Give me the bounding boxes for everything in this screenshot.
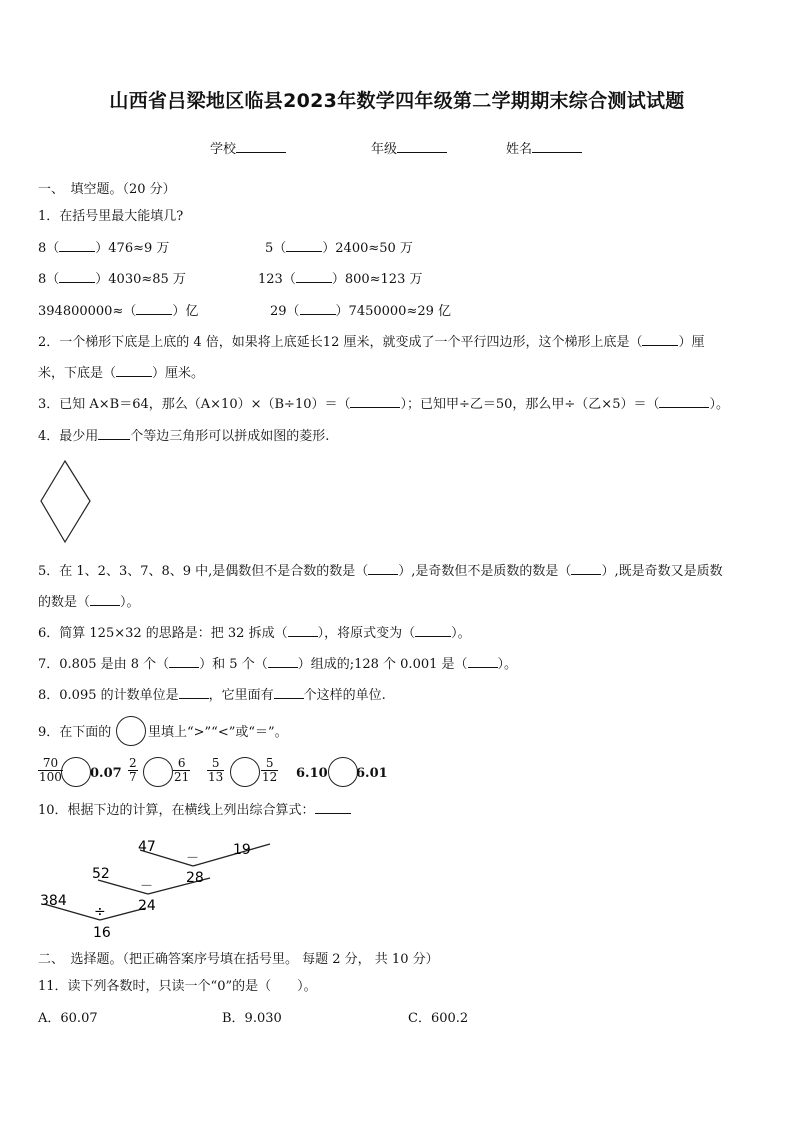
question-6: 6．简算 125×32 的思路是：把 32 拆成（ ），将原式变为（ ）。	[38, 626, 471, 641]
q9-right-fraction	[173, 757, 190, 784]
answer-blank[interactable]	[136, 302, 172, 315]
answer-blank[interactable]	[286, 239, 322, 252]
school-field[interactable]	[210, 140, 286, 159]
name-label: 姓名	[506, 142, 533, 157]
compare-circle[interactable]	[230, 757, 260, 787]
fraction: $\frac{5}{12}$	[262, 756, 278, 784]
answer-blank[interactable]	[169, 655, 199, 668]
grade-label: 年级	[371, 142, 398, 157]
answer-blank[interactable]	[288, 624, 318, 637]
q1-item: 8（ ）4030≈85 万	[38, 272, 186, 287]
answer-blank[interactable]	[659, 395, 709, 408]
q9-pair-2	[128, 757, 138, 784]
school-label: 学校	[210, 142, 237, 157]
q9-value: 0.07	[90, 766, 122, 781]
answer-blank[interactable]	[642, 333, 678, 346]
answer-blank[interactable]	[350, 395, 400, 408]
tree-number: 24	[138, 898, 156, 914]
q9-right-fraction	[261, 757, 278, 784]
section-1-heading: 一、 填空题。（20 分）	[38, 182, 176, 197]
question-5: 5．在 1、2、3、7、8、9 中,是偶数但不是合数的数是（ ）,是奇数但不是质数的数是（ ）,既是奇数又是质数	[38, 564, 723, 579]
name-field[interactable]	[506, 140, 582, 159]
rhombus-figure	[38, 458, 94, 546]
tree-number: 47	[138, 839, 156, 855]
compare-circle[interactable]	[143, 757, 173, 787]
answer-blank[interactable]	[90, 593, 120, 606]
question-10: 10．根据下边的计算，在横线上列出综合算式：	[38, 801, 351, 820]
question-5-cont: 的数是（ ）。	[38, 595, 140, 610]
question-8: 8．0.095 的计数单位是 ，它里面有 个这样的单位.	[38, 688, 386, 703]
option-c[interactable]: C．600.2	[408, 1011, 469, 1026]
question-2: 2．一个梯形下底是上底的 4 倍，如果将上底延长12 厘米，就变成了一个平行四边形，这个梯形上底是（ ）厘	[38, 335, 705, 350]
page-title: 山西省吕梁地区临县2023年数学四年级第二学期期末综合测试试题	[109, 90, 685, 112]
q9-value: 6.10	[296, 766, 328, 781]
q1-item: 5（ ）2400≈50 万	[265, 241, 413, 256]
question-3: 3．已知 A×B＝64，那么（A×10）×（B÷10）＝（ ）；已知甲÷乙＝50，那么甲÷（乙×5）＝（ ）。	[38, 397, 729, 412]
question-2-cont: 米，下底是（ ）厘米。	[38, 366, 205, 381]
compare-circle[interactable]	[61, 757, 91, 787]
calculation-tree-diagram	[38, 830, 278, 942]
q9-pair-1	[38, 757, 63, 784]
tree-number: 384	[40, 893, 67, 909]
q9-value: 6.01	[356, 766, 388, 781]
divide-sign: ÷	[94, 904, 106, 920]
rhombus-shape	[41, 461, 90, 542]
answer-blank[interactable]	[571, 562, 601, 575]
answer-blank[interactable]	[116, 364, 152, 377]
question-9-text: 里填上“>”“<”或“＝”。	[148, 725, 288, 740]
answer-blank[interactable]	[468, 655, 498, 668]
answer-blank[interactable]	[98, 427, 130, 440]
q1-item: 123（ ）800≈123 万	[258, 272, 423, 287]
fraction: $\frac{2}{7}$	[129, 756, 137, 784]
answer-blank[interactable]	[274, 686, 304, 699]
minus-sign: －	[140, 879, 154, 894]
compare-circle[interactable]	[328, 757, 358, 787]
q1-item: 8（ ）476≈9 万	[38, 241, 170, 256]
option-a[interactable]: A．60.07	[38, 1011, 98, 1026]
answer-blank[interactable]	[368, 562, 398, 575]
grade-field[interactable]	[371, 140, 447, 159]
tree-number: 16	[93, 925, 111, 941]
answer-blank[interactable]	[268, 655, 298, 668]
tree-number: 19	[233, 842, 251, 858]
minus-sign: －	[186, 851, 200, 866]
answer-blank[interactable]	[179, 686, 209, 699]
answer-blank[interactable]	[415, 624, 451, 637]
question-4: 4．最少用 个等边三角形可以拼成如图的菱形.	[38, 429, 330, 444]
question-7: 7．0.805 是由 8 个（ ）和 5 个（ ）组成的;128 个 0.001 是（ ）。	[38, 657, 518, 672]
fraction: $\frac{70}{100}$	[39, 756, 62, 784]
answer-blank[interactable]	[296, 270, 332, 283]
question-9: 9．在下面的	[38, 725, 112, 740]
q9-pair-3	[207, 757, 224, 784]
tree-number: 28	[186, 870, 204, 886]
option-b[interactable]: B．9.030	[222, 1011, 282, 1026]
question-1: 1．在括号里最大能填几?	[38, 209, 184, 224]
question-11: 11．读下列各数时，只读一个“0”的是（ ）。	[38, 979, 317, 994]
q1-item: 29（ ）7450000≈29 亿	[270, 304, 452, 319]
q1-item: 394800000≈（ ）亿	[38, 304, 199, 319]
answer-blank[interactable]	[59, 270, 95, 283]
answer-blank[interactable]	[315, 801, 351, 814]
answer-blank[interactable]	[59, 239, 95, 252]
tree-number: 52	[92, 866, 110, 882]
tree-line	[193, 844, 270, 866]
fraction: $\frac{6}{21}$	[174, 756, 190, 784]
section-2-heading: 二、 选择题。（把正确答案序号填在括号里。 每题 2 分， 共 10 分）	[38, 952, 439, 967]
example-circle	[116, 716, 146, 746]
answer-blank[interactable]	[300, 302, 336, 315]
fraction: $\frac{5}{13}$	[208, 756, 224, 784]
